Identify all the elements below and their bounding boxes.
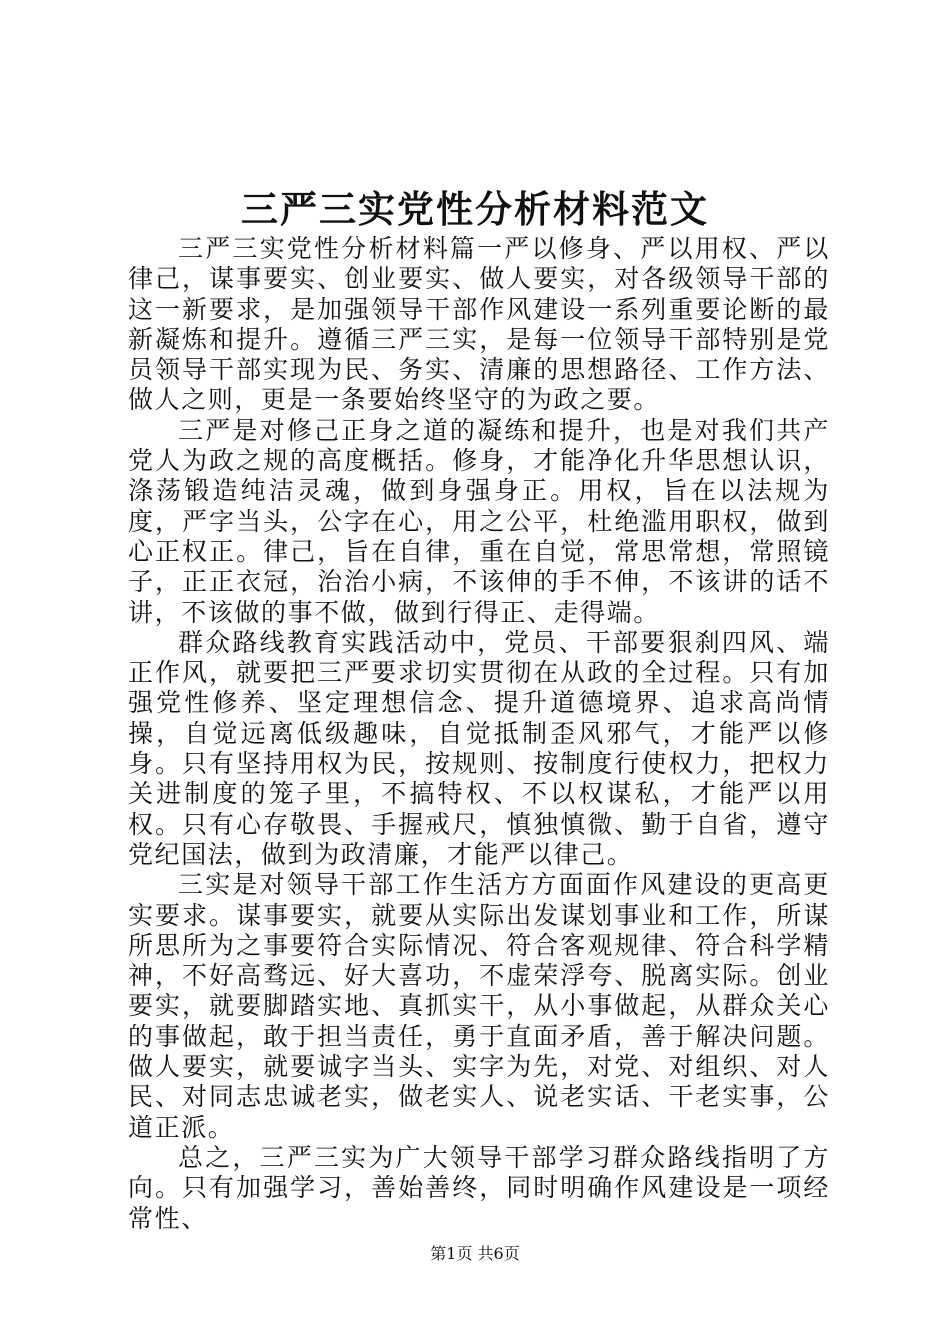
page-number-footer: 第1页 共6页 xyxy=(430,1244,520,1263)
document-body xyxy=(128,234,830,1234)
document-title: 三严三实党性分析材料范文 xyxy=(241,187,709,231)
paragraph-4: 三实是对领导干部工作生活方方面面作风建设的更高更实要求。谋事要实，就要从实际出发谋划事业和工作，所谋所思所为之事要符合实际情况、符合客观规律、符合科学精神，不好高骛远、好大喜功，不虚荣浮夸、脱离实际。创业要实，就要脚踏实地、真抓实干，从小事做起，从群众关心的事做起，敢于担当责任，勇于直面矛盾，善于解决问题。做人要实，就要诚字当头、实字为先，对党、对组织、对人民、对同志忠诚老实，做老实人、说老实话、干老实事，公道正派。 xyxy=(128,870,830,1142)
paragraph-1: 三严三实党性分析材料篇一严以修身、严以用权、严以律己，谋事要实、创业要实、做人要实，对各级领导干部的这一新要求，是加强领导干部作风建设一系列重要论断的最新凝炼和提升。遵循三严三实，是每一位领导干部特别是党员领导干部实现为民、务实、清廉的思想路径、工作方法、做人之则，更是一条要始终坚守的为政之要。 xyxy=(128,234,830,415)
paragraph-2: 三严是对修己正身之道的凝练和提升，也是对我们共产党人为政之规的高度概括。修身，才能净化升华思想认识，涤荡锻造纯洁灵魂，做到身强身正。用权，旨在以法规为度，严字当头，公字在心，用之公平，杜绝滥用职权，做到心正权正。律己，旨在自律，重在自觉，常思常想，常照镜子，正正衣冠，治治小病，不该伸的手不伸，不该讲的话不讲，不该做的事不做，做到行得正、走得端。 xyxy=(128,415,830,627)
paragraph-5: 总之，三严三实为广大领导干部学习群众路线指明了方向。只有加强学习，善始善终，同时明确作风建设是一项经常性、 xyxy=(128,1142,830,1233)
paragraph-3: 群众路线教育实践活动中，党员、干部要狠刹四风、端正作风，就要把三严要求切实贯彻在从政的全过程。只有加强党性修养、坚定理想信念、提升道德境界、追求高尚情操，自觉远离低级趣味，自觉抵制歪风邪气，才能严以修身。只有坚持用权为民，按规则、按制度行使权力，把权力关进制度的笼子里，不搞特权、不以权谋私，才能严以用权。只有心存敬畏、手握戒尺，慎独慎微、勤于自省，遵守党纪国法，做到为政清廉，才能严以律己。 xyxy=(128,627,830,869)
